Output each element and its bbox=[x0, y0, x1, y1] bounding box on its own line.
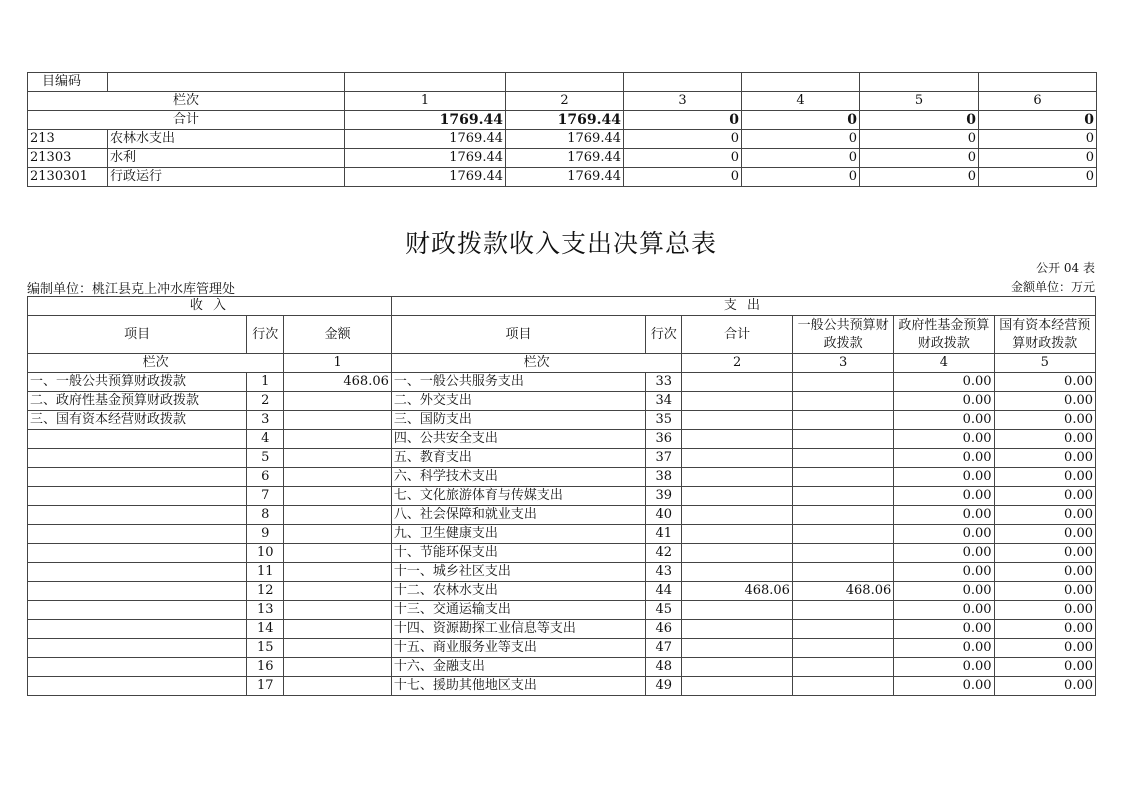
cell-inc-item: 一、一般公共预算财政拨款 bbox=[28, 373, 247, 392]
cell-state: 0.00 bbox=[994, 468, 1095, 487]
cell-exp-line: 42 bbox=[646, 544, 682, 563]
cell-inc-line: 4 bbox=[247, 430, 284, 449]
cell-inc-line: 1 bbox=[247, 373, 284, 392]
cell-general bbox=[792, 392, 893, 411]
cell-general bbox=[792, 677, 893, 696]
expense-header: 支 出 bbox=[391, 297, 1095, 316]
cell-general bbox=[792, 658, 893, 677]
cell-exp-item: 十七、援助其他地区支出 bbox=[391, 677, 645, 696]
cell-fund: 0.00 bbox=[894, 430, 994, 449]
cell-exp-item: 一、一般公共服务支出 bbox=[391, 373, 645, 392]
cell-fund: 0.00 bbox=[894, 601, 994, 620]
column-number-row: 栏次 1 2 3 4 5 6 bbox=[28, 92, 1097, 111]
cell-inc-amt: 468.06 bbox=[284, 373, 392, 392]
cell-total bbox=[682, 506, 793, 525]
expense-line-header: 行次 bbox=[646, 316, 682, 354]
income-item-header: 项目 bbox=[28, 316, 247, 354]
cell-inc-amt bbox=[284, 601, 392, 620]
cell-total bbox=[682, 373, 793, 392]
cell-exp-line: 48 bbox=[646, 658, 682, 677]
income-amount-header: 金额 bbox=[284, 316, 392, 354]
cell-fund: 0.00 bbox=[894, 639, 994, 658]
cell-inc-item bbox=[28, 449, 247, 468]
section-header-row bbox=[28, 297, 1096, 316]
table-row bbox=[28, 373, 1096, 392]
cell-exp-item: 十三、交通运输支出 bbox=[391, 601, 645, 620]
cell-exp-item: 十一、城乡社区支出 bbox=[391, 563, 645, 582]
cell-state: 0.00 bbox=[994, 658, 1095, 677]
column-label: 栏次 bbox=[28, 92, 345, 111]
cell-total bbox=[682, 487, 793, 506]
cell-fund: 0.00 bbox=[894, 506, 994, 525]
cell-exp-line: 46 bbox=[646, 620, 682, 639]
cell-inc-line: 14 bbox=[247, 620, 284, 639]
cell-inc-amt bbox=[284, 430, 392, 449]
cell-general bbox=[792, 411, 893, 430]
cell-inc-item bbox=[28, 601, 247, 620]
cell-total bbox=[682, 563, 793, 582]
cell-fund: 0.00 bbox=[894, 563, 994, 582]
cell-total bbox=[682, 658, 793, 677]
cell-exp-line: 33 bbox=[646, 373, 682, 392]
cell-exp-item: 十、节能环保支出 bbox=[391, 544, 645, 563]
table-row bbox=[28, 582, 1096, 601]
table-row bbox=[28, 411, 1096, 430]
cell-inc-line: 5 bbox=[247, 449, 284, 468]
cell-inc-line: 2 bbox=[247, 392, 284, 411]
table-row bbox=[28, 468, 1096, 487]
cell-fund: 0.00 bbox=[894, 620, 994, 639]
cell-inc-amt bbox=[284, 449, 392, 468]
cell-general bbox=[792, 620, 893, 639]
table-row bbox=[28, 677, 1096, 696]
cell-inc-amt bbox=[284, 468, 392, 487]
general-budget-header: 一般公共预算财政拨款 bbox=[792, 316, 893, 354]
cell-state: 0.00 bbox=[994, 620, 1095, 639]
table-row: 21303 水利 1769.44 1769.44 0 0 0 0 bbox=[28, 149, 1097, 168]
cell-total bbox=[682, 449, 793, 468]
cell-inc-item bbox=[28, 677, 247, 696]
cell-inc-item: 二、政府性基金预算财政拨款 bbox=[28, 392, 247, 411]
table-row bbox=[28, 639, 1096, 658]
cell-inc-item: 三、国有资本经营财政拨款 bbox=[28, 411, 247, 430]
cell-state: 0.00 bbox=[994, 544, 1095, 563]
cell-inc-amt bbox=[284, 392, 392, 411]
cell-exp-item: 十四、资源勘探工业信息等支出 bbox=[391, 620, 645, 639]
cell-exp-item: 十五、商业服务业等支出 bbox=[391, 639, 645, 658]
cell-inc-line: 8 bbox=[247, 506, 284, 525]
cell-inc-item bbox=[28, 620, 247, 639]
cell-general bbox=[792, 506, 893, 525]
cell-inc-line: 12 bbox=[247, 582, 284, 601]
cell-state: 0.00 bbox=[994, 677, 1095, 696]
cell-fund: 0.00 bbox=[894, 582, 994, 601]
cell-inc-amt bbox=[284, 677, 392, 696]
cell-inc-line: 3 bbox=[247, 411, 284, 430]
cell-state: 0.00 bbox=[994, 525, 1095, 544]
cell-general: 468.06 bbox=[792, 582, 893, 601]
cell-fund: 0.00 bbox=[894, 392, 994, 411]
cell-total bbox=[682, 411, 793, 430]
cell-inc-line: 16 bbox=[247, 658, 284, 677]
cell-exp-line: 47 bbox=[646, 639, 682, 658]
cell-state: 0.00 bbox=[994, 430, 1095, 449]
cell-inc-amt bbox=[284, 525, 392, 544]
cell-inc-amt bbox=[284, 582, 392, 601]
cell-fund: 0.00 bbox=[894, 677, 994, 696]
cell-inc-item bbox=[28, 487, 247, 506]
cell-exp-item: 三、国防支出 bbox=[391, 411, 645, 430]
cell-total bbox=[682, 544, 793, 563]
cell-inc-amt bbox=[284, 620, 392, 639]
cell-general bbox=[792, 639, 893, 658]
cell-total bbox=[682, 392, 793, 411]
cell-exp-item: 七、文化旅游体育与传媒支出 bbox=[391, 487, 645, 506]
table-row: 2130301 行政运行 1769.44 1769.44 0 0 0 0 bbox=[28, 168, 1097, 187]
cell-inc-item bbox=[28, 582, 247, 601]
cell-exp-line: 41 bbox=[646, 525, 682, 544]
cell-exp-line: 43 bbox=[646, 563, 682, 582]
table-row bbox=[28, 620, 1096, 639]
table-row bbox=[28, 73, 1097, 92]
state-capital-header: 国有资本经营预算财政拨款 bbox=[994, 316, 1095, 354]
cell-exp-item: 九、卫生健康支出 bbox=[391, 525, 645, 544]
cell-exp-line: 36 bbox=[646, 430, 682, 449]
cell-total bbox=[682, 525, 793, 544]
cell-inc-line: 7 bbox=[247, 487, 284, 506]
cell-exp-line: 38 bbox=[646, 468, 682, 487]
cell-inc-line: 11 bbox=[247, 563, 284, 582]
cell-state: 0.00 bbox=[994, 506, 1095, 525]
cell-inc-amt bbox=[284, 487, 392, 506]
cell-inc-amt bbox=[284, 506, 392, 525]
total-row: 合计 1769.44 1769.44 0 0 0 0 bbox=[28, 111, 1097, 130]
cell-exp-item: 八、社会保障和就业支出 bbox=[391, 506, 645, 525]
cell-inc-line: 15 bbox=[247, 639, 284, 658]
table-row bbox=[28, 392, 1096, 411]
cell-exp-item: 六、科学技术支出 bbox=[391, 468, 645, 487]
total-label: 合计 bbox=[28, 111, 345, 130]
income-line-header: 行次 bbox=[247, 316, 284, 354]
cell-state: 0.00 bbox=[994, 582, 1095, 601]
cell-fund: 0.00 bbox=[894, 658, 994, 677]
cell-inc-item bbox=[28, 658, 247, 677]
cell-inc-item bbox=[28, 430, 247, 449]
cell-general bbox=[792, 449, 893, 468]
cell-exp-item: 十二、农林水支出 bbox=[391, 582, 645, 601]
budget-summary-table bbox=[27, 296, 1096, 696]
code-header-fragment: 目编码 bbox=[28, 73, 108, 92]
cell-inc-item bbox=[28, 506, 247, 525]
cell-total bbox=[682, 601, 793, 620]
cell-general bbox=[792, 601, 893, 620]
cell-general bbox=[792, 544, 893, 563]
cell-total: 468.06 bbox=[682, 582, 793, 601]
column-number-row: 栏次 1 栏次 2 3 4 5 bbox=[28, 354, 1096, 373]
cell-inc-amt bbox=[284, 544, 392, 563]
amount-unit: 金额单位：万元 bbox=[1010, 280, 1095, 294]
cell-state: 0.00 bbox=[994, 639, 1095, 658]
cell-state: 0.00 bbox=[994, 449, 1095, 468]
cell-fund: 0.00 bbox=[894, 525, 994, 544]
table-row bbox=[28, 506, 1096, 525]
expense-total-header: 合计 bbox=[682, 316, 793, 354]
cell-exp-item: 五、教育支出 bbox=[391, 449, 645, 468]
cell-general bbox=[792, 525, 893, 544]
cell-inc-line: 9 bbox=[247, 525, 284, 544]
income-header: 收 入 bbox=[28, 297, 392, 316]
cell-general bbox=[792, 563, 893, 582]
cell-general bbox=[792, 373, 893, 392]
cell-inc-line: 13 bbox=[247, 601, 284, 620]
cell-state: 0.00 bbox=[994, 601, 1095, 620]
cell-state: 0.00 bbox=[994, 487, 1095, 506]
cell-state: 0.00 bbox=[994, 392, 1095, 411]
cell-inc-amt bbox=[284, 411, 392, 430]
column-header-row bbox=[28, 316, 1096, 354]
cell-inc-amt bbox=[284, 639, 392, 658]
table-row bbox=[28, 430, 1096, 449]
table-row bbox=[28, 487, 1096, 506]
fund-budget-header: 政府性基金预算财政拨款 bbox=[894, 316, 994, 354]
cell-inc-item bbox=[28, 468, 247, 487]
cell-exp-line: 49 bbox=[646, 677, 682, 696]
cell-exp-item: 二、外交支出 bbox=[391, 392, 645, 411]
cell-exp-item: 四、公共安全支出 bbox=[391, 430, 645, 449]
cell-state: 0.00 bbox=[994, 411, 1095, 430]
table-row bbox=[28, 601, 1096, 620]
cell-total bbox=[682, 430, 793, 449]
table-row bbox=[28, 563, 1096, 582]
table-row bbox=[28, 449, 1096, 468]
cell-exp-line: 40 bbox=[646, 506, 682, 525]
cell-exp-line: 34 bbox=[646, 392, 682, 411]
cell-exp-line: 35 bbox=[646, 411, 682, 430]
expense-item-header: 项目 bbox=[391, 316, 645, 354]
prepared-by: 编制单位：桃江县克上冲水库管理处 bbox=[27, 282, 236, 297]
cell-inc-amt bbox=[284, 658, 392, 677]
cell-general bbox=[792, 468, 893, 487]
cell-total bbox=[682, 677, 793, 696]
cell-inc-item bbox=[28, 639, 247, 658]
cell-exp-line: 39 bbox=[646, 487, 682, 506]
table-row bbox=[28, 658, 1096, 677]
cell-exp-line: 45 bbox=[646, 601, 682, 620]
cell-state: 0.00 bbox=[994, 563, 1095, 582]
cell-general bbox=[792, 487, 893, 506]
table-row bbox=[28, 544, 1096, 563]
cell-exp-line: 37 bbox=[646, 449, 682, 468]
cell-total bbox=[682, 639, 793, 658]
cell-inc-item bbox=[28, 563, 247, 582]
cell-general bbox=[792, 430, 893, 449]
cell-fund: 0.00 bbox=[894, 544, 994, 563]
cell-inc-line: 6 bbox=[247, 468, 284, 487]
report-title: 财政拨款收入支出决算总表 bbox=[404, 229, 717, 258]
cell-inc-item bbox=[28, 525, 247, 544]
cell-fund: 0.00 bbox=[894, 449, 994, 468]
cell-fund: 0.00 bbox=[894, 468, 994, 487]
previous-page-table bbox=[27, 72, 1097, 187]
cell-fund: 0.00 bbox=[894, 487, 994, 506]
cell-fund: 0.00 bbox=[894, 373, 994, 392]
cell-state: 0.00 bbox=[994, 373, 1095, 392]
cell-inc-amt bbox=[284, 563, 392, 582]
cell-inc-item bbox=[28, 544, 247, 563]
form-number: 公开 04 表 bbox=[1036, 261, 1095, 275]
table-row bbox=[28, 525, 1096, 544]
cell-total bbox=[682, 620, 793, 639]
cell-inc-line: 10 bbox=[247, 544, 284, 563]
cell-total bbox=[682, 468, 793, 487]
table-row: 213 农林水支出 1769.44 1769.44 0 0 0 0 bbox=[28, 130, 1097, 149]
cell-fund: 0.00 bbox=[894, 411, 994, 430]
cell-exp-line: 44 bbox=[646, 582, 682, 601]
table-body bbox=[28, 373, 1096, 696]
cell-exp-item: 十六、金融支出 bbox=[391, 658, 645, 677]
cell-inc-line: 17 bbox=[247, 677, 284, 696]
